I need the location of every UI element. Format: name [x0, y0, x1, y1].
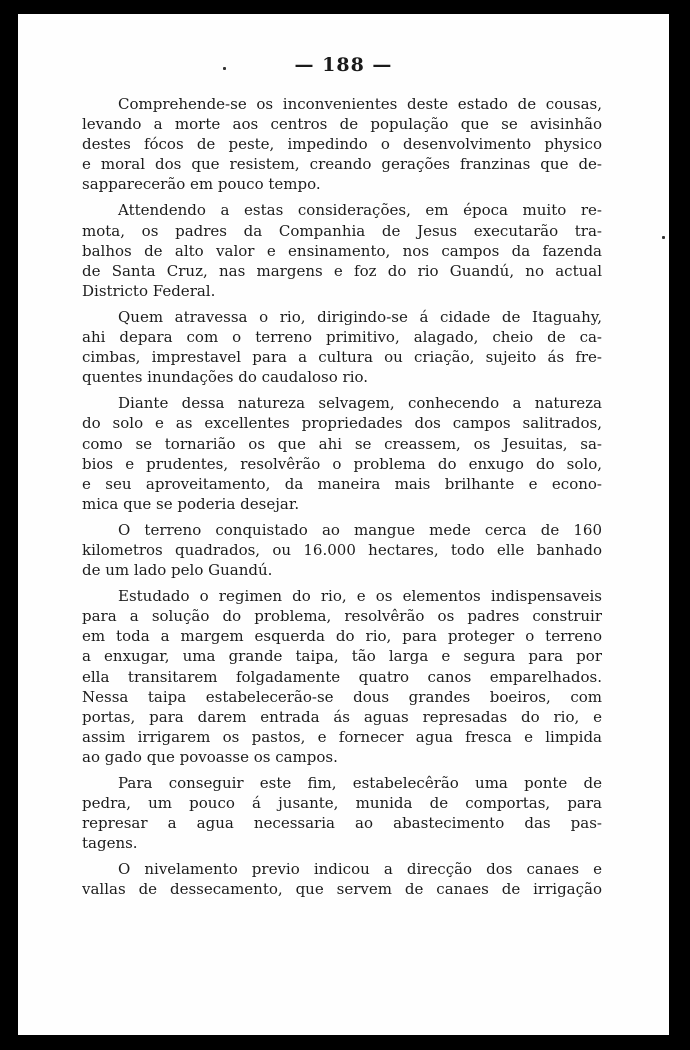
text-line: Districto Federal. [82, 281, 216, 300]
text-line: portas, para darem entrada ás aguas represadas do rio, e [82, 707, 602, 726]
book-page [18, 14, 669, 1035]
paragraph [82, 94, 602, 194]
text-line: para a solução do problema, resolvêrão os padres construir [82, 607, 602, 626]
paragraph [82, 307, 602, 387]
body-text [82, 94, 602, 906]
text-line: Attendendo a estas considerações, em época muito re- [118, 201, 602, 220]
text-line: Nessa taipa estabelecerão-se dous grandes boeiros, com [82, 687, 602, 706]
print-speck [662, 236, 665, 239]
text-line: Quem atravessa o rio, dirigindo-se á cidade de Itaguahy, [118, 307, 602, 326]
paragraph [82, 586, 602, 767]
text-line: levando a morte aos centros de população que se avisinhão [82, 115, 602, 134]
text-line: assim irrigarem os pastos, e fornecer agua fresca e limpida [82, 727, 602, 746]
text-line: de um lado pelo Guandú. [82, 561, 273, 580]
text-line: represar a agua necessaria ao abastecimento das pas- [82, 814, 602, 833]
text-line: sapparecerão em pouco tempo. [82, 175, 321, 194]
text-line: de Santa Cruz, nas margens e foz do rio Guandú, no actual [82, 261, 602, 280]
text-line: balhos de alto valor e ensinamento, nos campos da fazenda [82, 241, 602, 260]
text-line: destes fócos de peste, impedindo o desenvolvimento physico [82, 135, 602, 154]
text-line: a enxugar, uma grande taipa, tão larga e segura para por [82, 647, 602, 666]
text-line: tagens. [82, 834, 138, 853]
text-line: ao gado que povoasse os campos. [82, 747, 338, 766]
print-speck [223, 67, 226, 70]
text-line: mota, os padres da Companhia de Jesus executarão tra- [82, 221, 602, 240]
paragraph [82, 773, 602, 853]
text-line: O terreno conquistado ao mangue mede cerca de 160 [118, 520, 602, 539]
text-line: e seu aproveitamento, da maneira mais brilhante e econo- [82, 474, 602, 493]
text-line: cimbas, imprestavel para a cultura ou criação, sujeito ás fre- [82, 348, 602, 367]
paragraph [82, 393, 602, 514]
text-line: Para conseguir este fim, estabelecêrão uma ponte de [118, 774, 602, 792]
text-line: mica que se poderia desejar. [82, 494, 300, 513]
text-line: Diante dessa natureza selvagem, conhecendo a natureza [118, 394, 602, 413]
paragraph [82, 520, 602, 580]
text-line: O nivelamento previo indicou a direcção dos canaes e [118, 860, 602, 879]
text-line: vallas de dessecamento, que servem de canaes de irrigação [82, 880, 602, 899]
text-line: como se tornarião os que ahi se creassem, os Jesuitas, sa- [82, 434, 602, 453]
text-line: pedra, um pouco á jusante, munida de comportas, para [82, 794, 602, 813]
text-line: Estudado o regimen do rio, e os elementos indispensaveis [118, 587, 602, 606]
page-number: — 188 — [294, 54, 393, 76]
text-line: quentes inundações do caudaloso rio. [82, 368, 369, 387]
text-line: ahi depara com o terreno primitivo, alagado, cheio de ca- [82, 328, 602, 347]
paragraph [82, 859, 602, 899]
text-line: kilometros quadrados, ou 16.000 hectares, todo elle banhado [82, 540, 602, 559]
paragraph [82, 200, 602, 300]
text-line: e moral dos que resistem, creando gerações franzinas que de- [82, 155, 602, 174]
text-line: Comprehende-se os inconvenientes deste estado de cousas, [118, 95, 602, 113]
text-line: bios e prudentes, resolvêrão o problema do enxugo do solo, [82, 454, 602, 473]
text-line: ella transitarem folgadamente quatro canos emparelhados. [82, 667, 602, 686]
text-line: do solo e as excellentes propriedades dos campos salitrados, [82, 414, 602, 433]
text-line: em toda a margem esquerda do rio, para proteger o terreno [82, 627, 602, 646]
